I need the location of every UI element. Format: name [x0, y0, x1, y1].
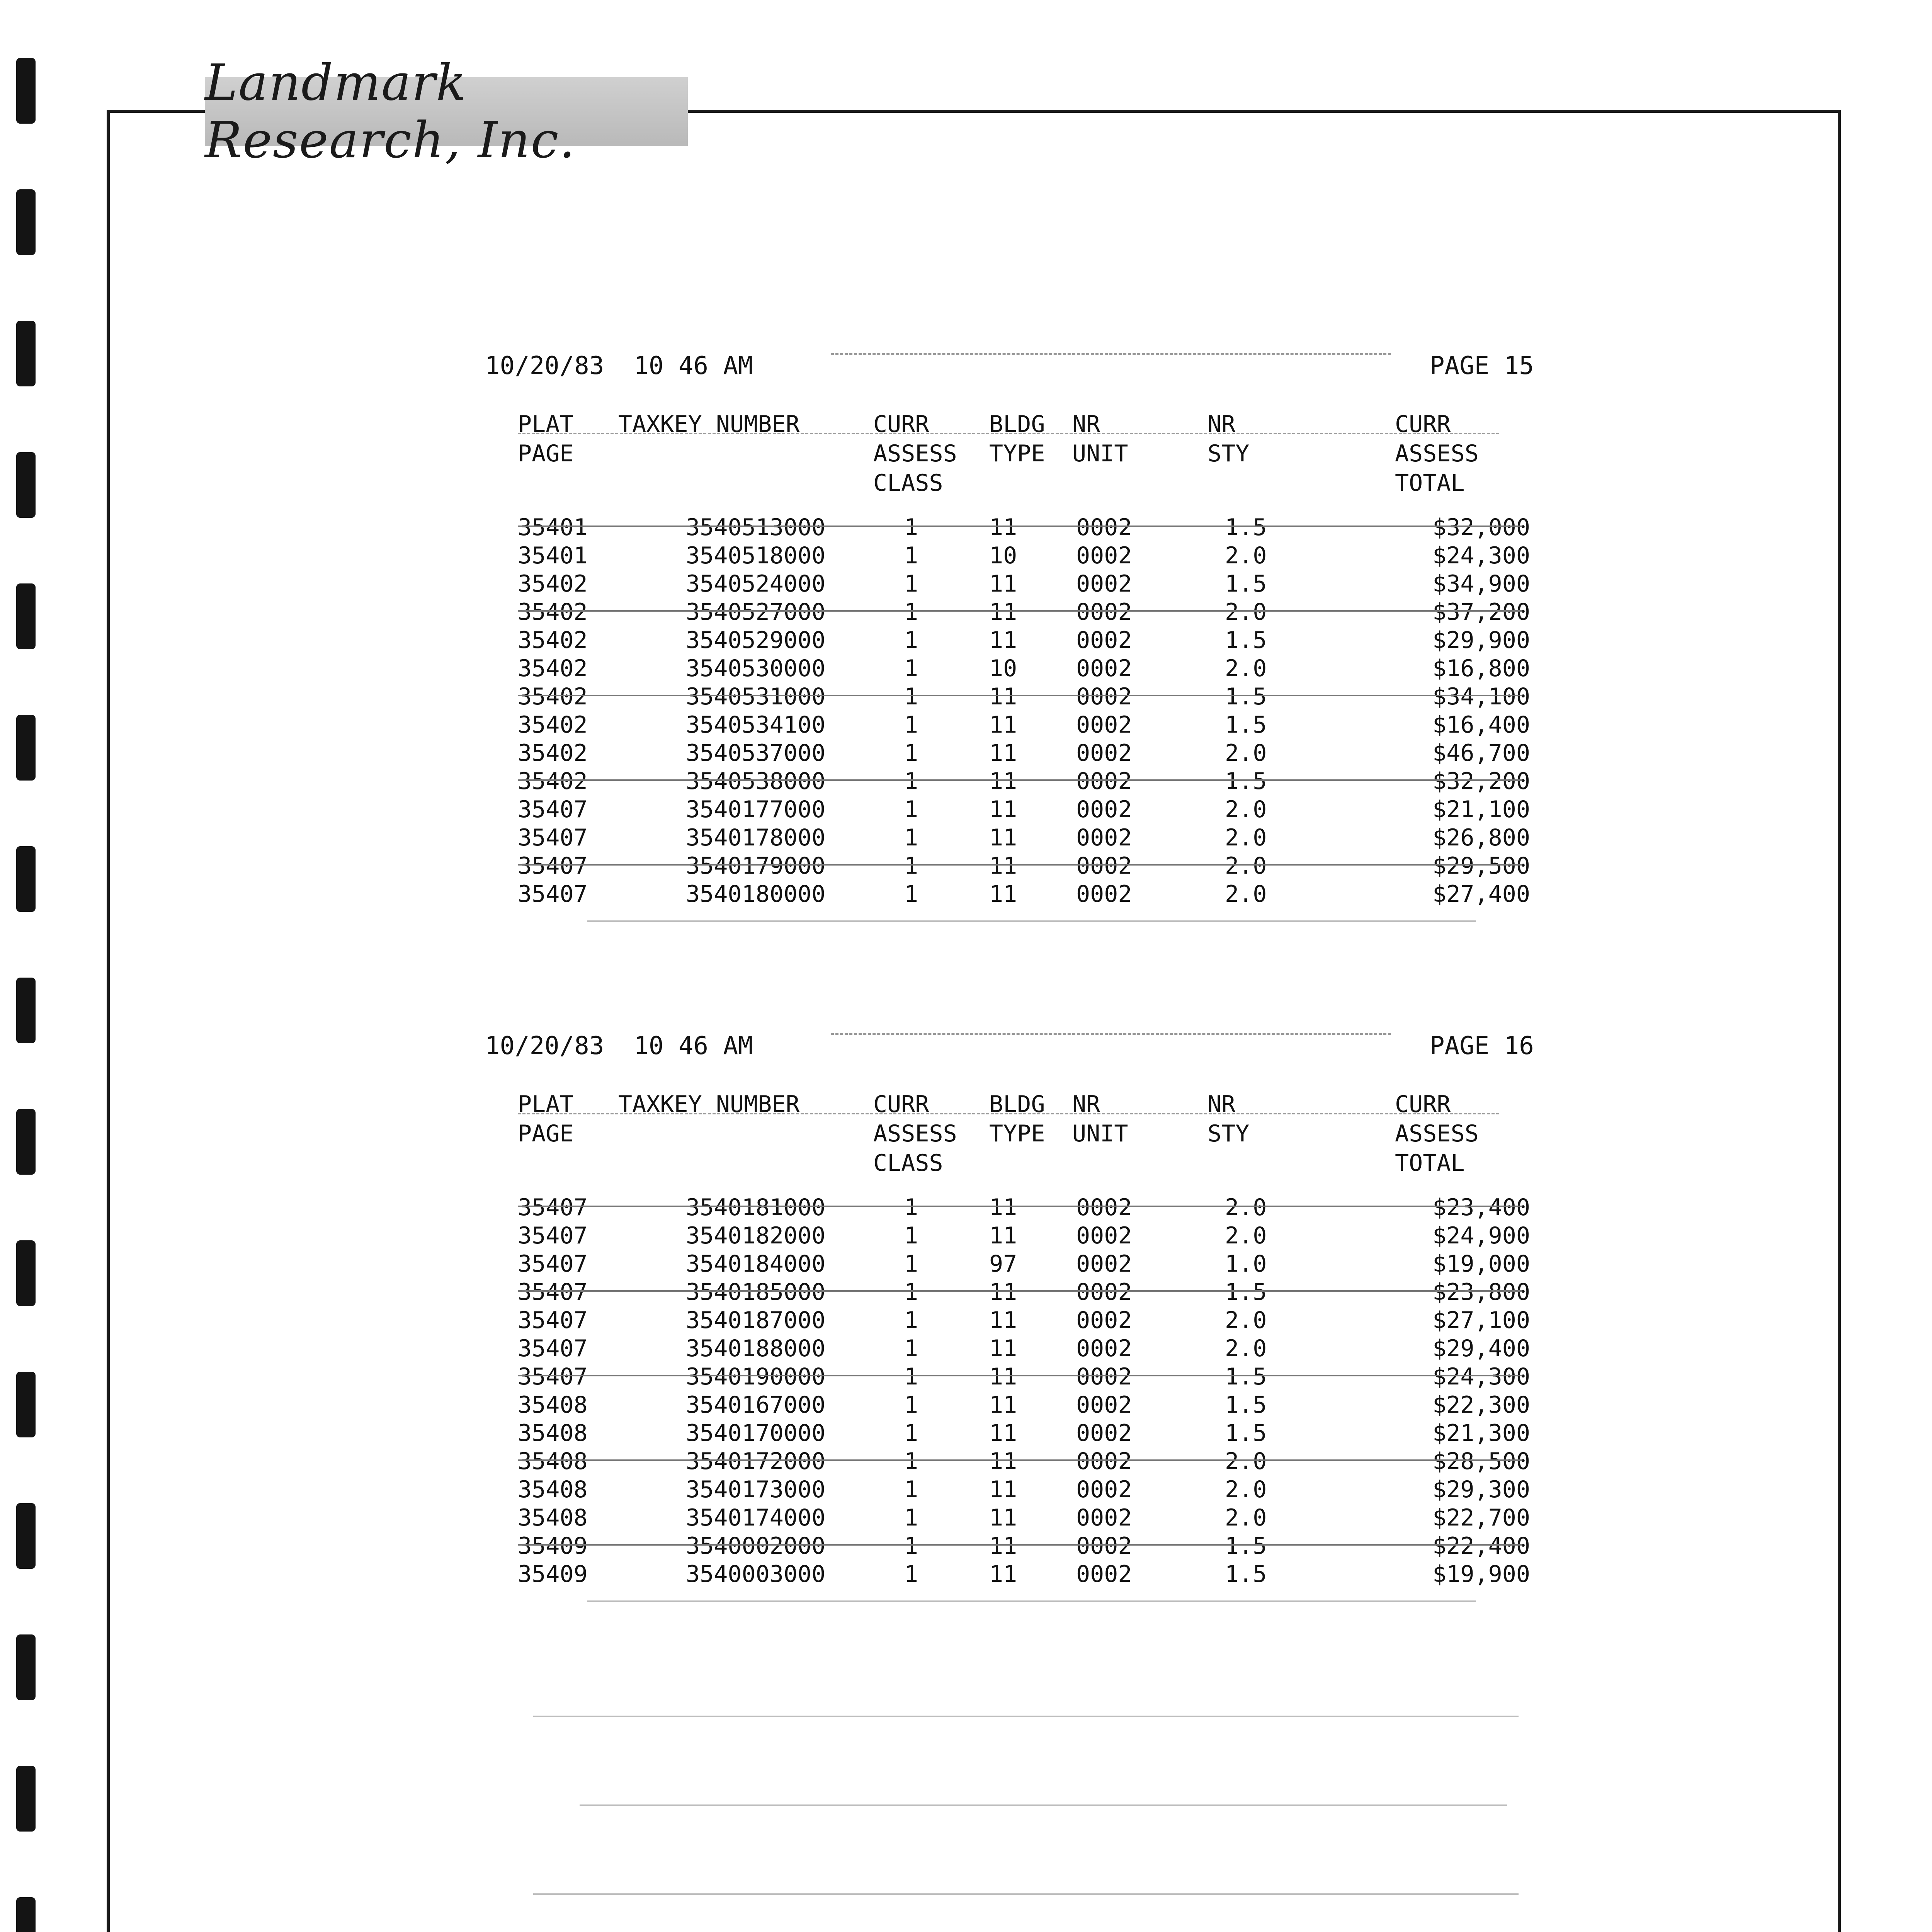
company-logo [205, 54, 688, 169]
assess-total-cell: $23,400 [1432, 1194, 1530, 1221]
assess-total-cell: $16,400 [1432, 711, 1530, 738]
nr-sty-cell: 2.0 [1225, 1307, 1267, 1334]
nr-sty-cell: 1.5 [1225, 1561, 1267, 1588]
bldg-type-cell: 11 [989, 1194, 1017, 1221]
assess-class-cell: 1 [904, 683, 918, 710]
table-row [0, 1504, 1932, 1533]
bldg-type-cell: 11 [989, 570, 1017, 597]
plat-page-cell: 35407 [518, 881, 588, 908]
nr-unit-cell: 0002 [1076, 1476, 1132, 1503]
table-row [0, 1448, 1932, 1476]
plat-page-cell: 35407 [518, 1250, 588, 1277]
assess-class-cell: 1 [904, 627, 918, 654]
assess-class-cell: 1 [904, 514, 918, 541]
table-row [0, 627, 1932, 655]
bldg-type-cell: 11 [989, 1476, 1017, 1503]
assess-total-cell: $29,400 [1432, 1335, 1530, 1362]
taxkey-cell: 3540167000 [686, 1391, 826, 1418]
table-row [0, 1363, 1932, 1392]
assess-total-cell: $46,700 [1432, 740, 1530, 767]
assess-class-cell: 1 [904, 1532, 918, 1560]
binder-hole [16, 58, 36, 124]
taxkey-cell: 3540172000 [686, 1448, 826, 1475]
assess-class-cell: 1 [904, 1194, 918, 1221]
nr-unit-cell: 0002 [1076, 1307, 1132, 1334]
plat-page-cell: 35409 [518, 1561, 588, 1588]
binder-hole [16, 452, 36, 518]
bldg-type-cell: 11 [989, 627, 1017, 654]
assess-total-cell: $22,400 [1432, 1532, 1530, 1560]
nr-unit-cell: 0002 [1076, 1448, 1132, 1475]
assess-class-cell: 1 [904, 1420, 918, 1447]
plat-page-cell: 35408 [518, 1391, 588, 1418]
table-row [0, 1476, 1932, 1505]
nr-unit-cell: 0002 [1076, 711, 1132, 738]
nr-unit-cell: 0002 [1076, 1420, 1132, 1447]
assess-total-cell: $24,900 [1432, 1222, 1530, 1249]
assess-class-cell: 1 [904, 711, 918, 738]
col-header-nr-sty: NR STY [1208, 1091, 1250, 1147]
assess-total-cell: $29,500 [1432, 852, 1530, 879]
col-header-plat-page: PLAT PAGE [518, 411, 574, 467]
plat-page-cell: 35408 [518, 1476, 588, 1503]
assess-total-cell: $29,900 [1432, 627, 1530, 654]
taxkey-cell: 3540170000 [686, 1420, 826, 1447]
bldg-type-cell: 11 [989, 1561, 1017, 1588]
ruled-line [518, 779, 1522, 781]
bldg-type-cell: 11 [989, 1335, 1017, 1362]
assess-total-cell: $28,500 [1432, 1448, 1530, 1475]
nr-unit-cell: 0002 [1076, 796, 1132, 823]
nr-unit-cell: 0002 [1076, 1279, 1132, 1306]
table-row [0, 740, 1932, 768]
assess-total-cell: $21,100 [1432, 796, 1530, 823]
header-underline [518, 1113, 1499, 1114]
section-end-rule [587, 920, 1476, 922]
col-header-nr-sty: NR STY [1208, 411, 1250, 467]
col-header-bldg-type: BLDG TYPE [989, 411, 1045, 467]
nr-unit-cell: 0002 [1076, 599, 1132, 626]
table-row [0, 711, 1932, 740]
nr-unit-cell: 0002 [1076, 1363, 1132, 1390]
plat-page-cell: 35407 [518, 852, 588, 879]
nr-sty-cell: 1.5 [1225, 768, 1267, 795]
nr-unit-cell: 0002 [1076, 570, 1132, 597]
assess-total-cell: $23,800 [1432, 1279, 1530, 1306]
binder-hole [16, 1766, 36, 1832]
nr-sty-cell: 1.0 [1225, 1250, 1267, 1277]
table-row [0, 1307, 1932, 1335]
ruled-line-faint [533, 1893, 1519, 1895]
plat-page-cell: 35402 [518, 683, 588, 710]
table-row [0, 1420, 1932, 1448]
assess-class-cell: 1 [904, 740, 918, 767]
nr-unit-cell: 0002 [1076, 740, 1132, 767]
nr-sty-cell: 2.0 [1225, 1335, 1267, 1362]
nr-unit-cell: 0002 [1076, 824, 1132, 851]
nr-unit-cell: 0002 [1076, 1504, 1132, 1531]
plat-page-cell: 35402 [518, 627, 588, 654]
report-datetime: 10/20/83 10 46 AM [485, 1032, 753, 1060]
taxkey-cell: 3540537000 [686, 740, 826, 767]
nr-sty-cell: 1.5 [1225, 1532, 1267, 1560]
bldg-type-cell: 11 [989, 1532, 1017, 1560]
taxkey-cell: 3540178000 [686, 824, 826, 851]
nr-sty-cell: 1.5 [1225, 570, 1267, 597]
plat-page-cell: 35407 [518, 1279, 588, 1306]
nr-unit-cell: 0002 [1076, 627, 1132, 654]
nr-sty-cell: 2.0 [1225, 542, 1267, 569]
assess-total-cell: $22,700 [1432, 1504, 1530, 1531]
bldg-type-cell: 11 [989, 881, 1017, 908]
assess-class-cell: 1 [904, 1222, 918, 1249]
nr-sty-cell: 1.5 [1225, 1279, 1267, 1306]
bldg-type-cell: 11 [989, 1307, 1017, 1334]
taxkey-cell: 3540185000 [686, 1279, 826, 1306]
plat-page-cell: 35407 [518, 1363, 588, 1390]
assess-class-cell: 1 [904, 655, 918, 682]
bldg-type-cell: 11 [989, 1363, 1017, 1390]
bldg-type-cell: 11 [989, 768, 1017, 795]
plat-page-cell: 35409 [518, 1532, 588, 1560]
taxkey-cell: 3540524000 [686, 570, 826, 597]
table-row [0, 570, 1932, 599]
nr-sty-cell: 2.0 [1225, 1504, 1267, 1531]
assess-total-cell: $24,300 [1432, 542, 1530, 569]
assess-class-cell: 1 [904, 1307, 918, 1334]
report-datetime: 10/20/83 10 46 AM [485, 352, 753, 380]
assess-class-cell: 1 [904, 1476, 918, 1503]
col-header-taxkey: TAXKEY NUMBER [618, 411, 800, 438]
plat-page-cell: 35402 [518, 740, 588, 767]
bldg-type-cell: 10 [989, 655, 1017, 682]
nr-unit-cell: 0002 [1076, 683, 1132, 710]
col-header-plat-page: PLAT PAGE [518, 1091, 574, 1147]
nr-unit-cell: 0002 [1076, 881, 1132, 908]
nr-sty-cell: 1.5 [1225, 711, 1267, 738]
assess-total-cell: $29,300 [1432, 1476, 1530, 1503]
taxkey-cell: 3540518000 [686, 542, 826, 569]
nr-sty-cell: 1.5 [1225, 627, 1267, 654]
plat-page-cell: 35401 [518, 514, 588, 541]
bldg-type-cell: 11 [989, 1391, 1017, 1418]
nr-sty-cell: 2.0 [1225, 852, 1267, 879]
ruled-line [518, 1375, 1522, 1376]
ruled-line [518, 1544, 1522, 1546]
assess-class-cell: 1 [904, 570, 918, 597]
plat-page-cell: 35408 [518, 1504, 588, 1531]
taxkey-cell: 3540527000 [686, 599, 826, 626]
assess-class-cell: 1 [904, 768, 918, 795]
bldg-type-cell: 11 [989, 824, 1017, 851]
nr-sty-cell: 2.0 [1225, 1476, 1267, 1503]
assess-class-cell: 1 [904, 1250, 918, 1277]
assess-total-cell: $19,000 [1432, 1250, 1530, 1277]
nr-unit-cell: 0002 [1076, 542, 1132, 569]
taxkey-cell: 3540181000 [686, 1194, 826, 1221]
table-row [0, 599, 1932, 627]
page-frame [107, 110, 1841, 1932]
company-name: Landmark Research, Inc. [205, 54, 576, 169]
plat-page-cell: 35407 [518, 1335, 588, 1362]
taxkey-cell: 3540187000 [686, 1307, 826, 1334]
plat-page-cell: 35402 [518, 711, 588, 738]
assess-class-cell: 1 [904, 1448, 918, 1475]
taxkey-cell: 3540184000 [686, 1250, 826, 1277]
col-header-assess-class: CURR ASSESS CLASS [873, 411, 957, 497]
nr-unit-cell: 0002 [1076, 852, 1132, 879]
assess-class-cell: 1 [904, 1279, 918, 1306]
nr-sty-cell: 2.0 [1225, 1222, 1267, 1249]
col-header-bldg-type: BLDG TYPE [989, 1091, 1045, 1147]
table-row [0, 683, 1932, 712]
binder-holes [16, 0, 36, 1932]
taxkey-cell: 3540179000 [686, 852, 826, 879]
binder-hole [16, 1634, 36, 1700]
nr-unit-cell: 0002 [1076, 768, 1132, 795]
bldg-type-cell: 11 [989, 1504, 1017, 1531]
section-end-rule [587, 1600, 1476, 1602]
ruled-line [518, 1290, 1522, 1292]
taxkey-cell: 3540182000 [686, 1222, 826, 1249]
col-header-assess-class: CURR ASSESS CLASS [873, 1091, 957, 1177]
table-row [0, 514, 1932, 543]
plat-page-cell: 35407 [518, 1194, 588, 1221]
assess-class-cell: 1 [904, 599, 918, 626]
ruled-line-faint [533, 1716, 1519, 1717]
taxkey-cell: 3540513000 [686, 514, 826, 541]
taxkey-cell: 3540190000 [686, 1363, 826, 1390]
plat-page-cell: 35407 [518, 1307, 588, 1334]
col-header-nr-unit: NR UNIT [1072, 1091, 1128, 1147]
table-row [0, 1561, 1932, 1589]
nr-unit-cell: 0002 [1076, 514, 1132, 541]
table-row [0, 1279, 1932, 1307]
nr-unit-cell: 0002 [1076, 1335, 1132, 1362]
taxkey-cell: 3540174000 [686, 1504, 826, 1531]
assess-total-cell: $34,900 [1432, 570, 1530, 597]
assess-total-cell: $22,300 [1432, 1391, 1530, 1418]
nr-unit-cell: 0002 [1076, 1391, 1132, 1418]
binder-hole [16, 978, 36, 1043]
table-row [0, 1222, 1932, 1251]
ruled-line-faint [580, 1804, 1507, 1806]
plat-page-cell: 35408 [518, 1420, 588, 1447]
nr-sty-cell: 2.0 [1225, 796, 1267, 823]
assess-class-cell: 1 [904, 852, 918, 879]
table-row [0, 1335, 1932, 1364]
plat-page-cell: 35402 [518, 655, 588, 682]
header-rule [831, 353, 1391, 355]
assess-total-cell: $37,200 [1432, 599, 1530, 626]
table-row [0, 852, 1932, 881]
nr-sty-cell: 1.5 [1225, 514, 1267, 541]
bldg-type-cell: 11 [989, 514, 1017, 541]
assess-total-cell: $26,800 [1432, 824, 1530, 851]
assess-total-cell: $16,800 [1432, 655, 1530, 682]
ruled-line [518, 864, 1522, 866]
nr-unit-cell: 0002 [1076, 1250, 1132, 1277]
nr-unit-cell: 0002 [1076, 1222, 1132, 1249]
table-row [0, 1532, 1932, 1561]
table-row [0, 768, 1932, 796]
table-row [0, 1391, 1932, 1420]
taxkey-cell: 3540538000 [686, 768, 826, 795]
binder-hole [16, 1109, 36, 1175]
assess-class-cell: 1 [904, 542, 918, 569]
assess-total-cell: $24,300 [1432, 1363, 1530, 1390]
report-page-label: PAGE 15 [1430, 352, 1534, 380]
nr-unit-cell: 0002 [1076, 1194, 1132, 1221]
bldg-type-cell: 11 [989, 1222, 1017, 1249]
bldg-type-cell: 11 [989, 1420, 1017, 1447]
nr-sty-cell: 2.0 [1225, 740, 1267, 767]
taxkey-cell: 3540531000 [686, 683, 826, 710]
plat-page-cell: 35408 [518, 1448, 588, 1475]
assess-total-cell: $19,900 [1432, 1561, 1530, 1588]
nr-sty-cell: 2.0 [1225, 824, 1267, 851]
taxkey-cell: 3540188000 [686, 1335, 826, 1362]
ruled-line [518, 610, 1522, 612]
bldg-type-cell: 11 [989, 683, 1017, 710]
col-header-assess-total: CURR ASSESS TOTAL [1395, 411, 1479, 497]
table-row [0, 542, 1932, 571]
ruled-line [518, 1459, 1522, 1461]
nr-sty-cell: 1.5 [1225, 1391, 1267, 1418]
bldg-type-cell: 11 [989, 740, 1017, 767]
table-row [0, 824, 1932, 853]
table-row [0, 796, 1932, 825]
bldg-type-cell: 11 [989, 599, 1017, 626]
plat-page-cell: 35401 [518, 542, 588, 569]
col-header-assess-total: CURR ASSESS TOTAL [1395, 1091, 1479, 1177]
taxkey-cell: 3540529000 [686, 627, 826, 654]
report-page-label: PAGE 16 [1430, 1032, 1534, 1060]
table-row [0, 1250, 1932, 1279]
plat-page-cell: 35402 [518, 599, 588, 626]
nr-sty-cell: 1.5 [1225, 1363, 1267, 1390]
header-rule [831, 1033, 1391, 1035]
taxkey-cell: 3540534100 [686, 711, 826, 738]
assess-total-cell: $27,400 [1432, 881, 1530, 908]
taxkey-cell: 3540173000 [686, 1476, 826, 1503]
bldg-type-cell: 11 [989, 1448, 1017, 1475]
ruled-line [518, 1206, 1522, 1207]
binder-hole [16, 321, 36, 386]
binder-hole [16, 189, 36, 255]
assess-class-cell: 1 [904, 796, 918, 823]
nr-sty-cell: 1.5 [1225, 1420, 1267, 1447]
assess-total-cell: $34,100 [1432, 683, 1530, 710]
assess-class-cell: 1 [904, 1504, 918, 1531]
bldg-type-cell: 11 [989, 796, 1017, 823]
nr-unit-cell: 0002 [1076, 655, 1132, 682]
col-header-taxkey: TAXKEY NUMBER [618, 1091, 800, 1118]
assess-class-cell: 1 [904, 1391, 918, 1418]
nr-unit-cell: 0002 [1076, 1561, 1132, 1588]
assess-total-cell: $32,000 [1432, 514, 1530, 541]
nr-sty-cell: 2.0 [1225, 881, 1267, 908]
bldg-type-cell: 11 [989, 711, 1017, 738]
bldg-type-cell: 97 [989, 1250, 1017, 1277]
nr-sty-cell: 2.0 [1225, 655, 1267, 682]
assess-total-cell: $32,200 [1432, 768, 1530, 795]
assess-total-cell: $21,300 [1432, 1420, 1530, 1447]
assess-class-cell: 1 [904, 1561, 918, 1588]
assess-class-cell: 1 [904, 1363, 918, 1390]
bldg-type-cell: 11 [989, 1279, 1017, 1306]
assess-class-cell: 1 [904, 1335, 918, 1362]
plat-page-cell: 35402 [518, 768, 588, 795]
header-underline [518, 433, 1499, 434]
ruled-line [518, 526, 1522, 527]
nr-sty-cell: 2.0 [1225, 599, 1267, 626]
nr-sty-cell: 2.0 [1225, 1194, 1267, 1221]
assess-class-cell: 1 [904, 881, 918, 908]
plat-page-cell: 35402 [518, 570, 588, 597]
taxkey-cell: 3540003000 [686, 1561, 826, 1588]
nr-sty-cell: 1.5 [1225, 683, 1267, 710]
ruled-line [518, 695, 1522, 696]
table-row [0, 1194, 1932, 1223]
taxkey-cell: 3540177000 [686, 796, 826, 823]
nr-sty-cell: 2.0 [1225, 1448, 1267, 1475]
plat-page-cell: 35407 [518, 824, 588, 851]
plat-page-cell: 35407 [518, 796, 588, 823]
table-row [0, 881, 1932, 909]
taxkey-cell: 3540530000 [686, 655, 826, 682]
bldg-type-cell: 11 [989, 852, 1017, 879]
assess-class-cell: 1 [904, 824, 918, 851]
plat-page-cell: 35407 [518, 1222, 588, 1249]
taxkey-cell: 3540180000 [686, 881, 826, 908]
assess-total-cell: $27,100 [1432, 1307, 1530, 1334]
table-row [0, 655, 1932, 684]
col-header-nr-unit: NR UNIT [1072, 411, 1128, 467]
bldg-type-cell: 10 [989, 542, 1017, 569]
binder-hole [16, 1897, 36, 1932]
taxkey-cell: 3540002000 [686, 1532, 826, 1560]
nr-unit-cell: 0002 [1076, 1532, 1132, 1560]
